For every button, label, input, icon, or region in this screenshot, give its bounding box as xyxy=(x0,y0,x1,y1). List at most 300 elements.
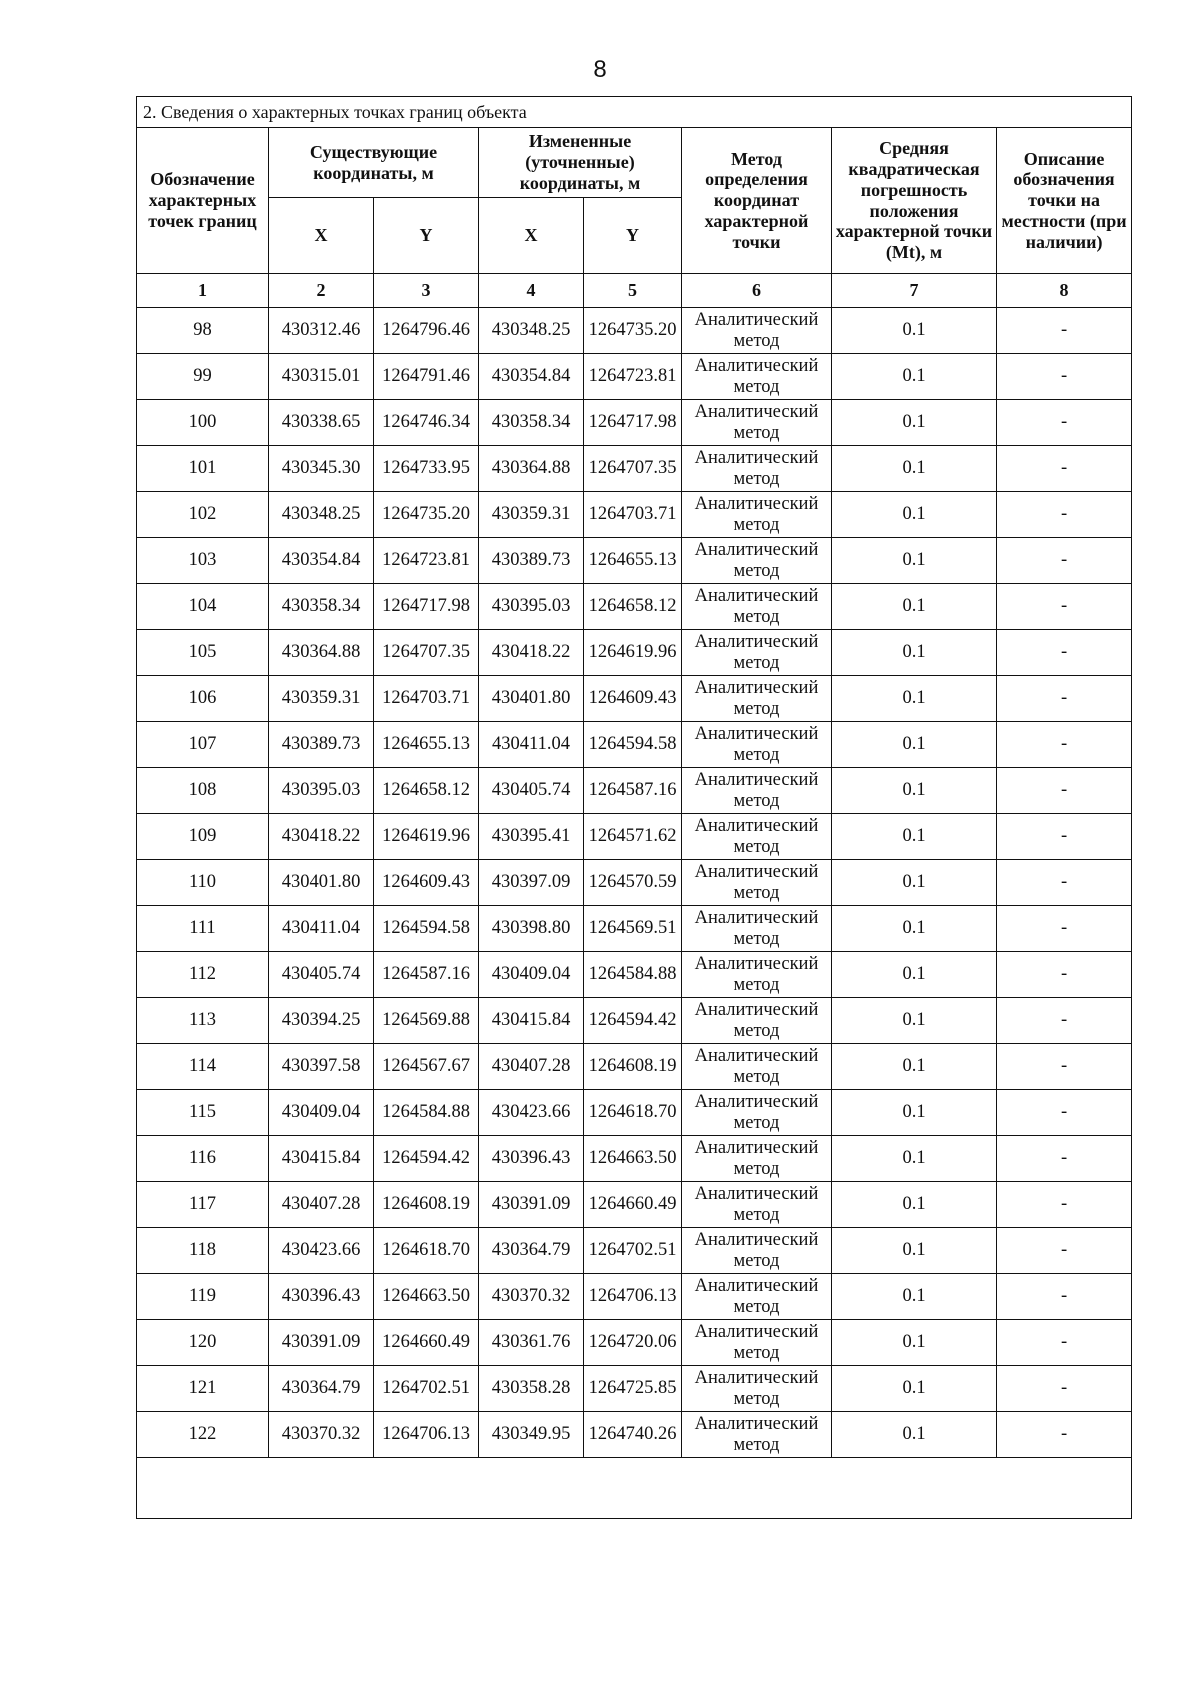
table-row xyxy=(137,1044,1132,1090)
cell-existing-y: 1264619.96 xyxy=(374,814,479,860)
cell-existing-x: 430315.01 xyxy=(269,354,374,400)
cell-existing-x: 430364.79 xyxy=(269,1366,374,1412)
cell-changed-x: 430358.34 xyxy=(479,400,584,446)
cell-description: - xyxy=(997,630,1132,676)
cell-changed-y: 1264609.43 xyxy=(584,676,682,722)
header-changed-coordinates: Измененные (уточненные) координаты, м xyxy=(479,128,682,198)
cell-changed-x: 430395.41 xyxy=(479,814,584,860)
method-line-2: метод xyxy=(733,376,780,397)
method-line-1: Аналитический xyxy=(694,494,819,515)
cell-changed-x: 430418.22 xyxy=(479,630,584,676)
cell-method xyxy=(682,676,832,722)
cell-point-id: 115 xyxy=(137,1090,269,1136)
cell-existing-x: 430415.84 xyxy=(269,1136,374,1182)
page-number: 8 xyxy=(593,56,607,83)
column-number: 8 xyxy=(997,274,1132,308)
method-line-1: Аналитический xyxy=(694,908,819,929)
method-line-1: Аналитический xyxy=(694,816,819,837)
cell-method xyxy=(682,308,832,354)
cell-method xyxy=(682,1412,832,1458)
cell-method xyxy=(682,906,832,952)
cell-changed-x: 430364.88 xyxy=(479,446,584,492)
header-description: Описание обозначения точки на местности (при наличии) xyxy=(997,128,1132,274)
cell-description: - xyxy=(997,446,1132,492)
cell-method xyxy=(682,630,832,676)
cell-changed-y: 1264569.51 xyxy=(584,906,682,952)
cell-changed-x: 430401.80 xyxy=(479,676,584,722)
method-line-2: метод xyxy=(733,1342,780,1363)
cell-description: - xyxy=(997,1320,1132,1366)
cell-point-id: 114 xyxy=(137,1044,269,1090)
method-line-1: Аналитический xyxy=(694,1184,819,1205)
cell-point-id: 106 xyxy=(137,676,269,722)
table-row xyxy=(137,1136,1132,1182)
cell-changed-x: 430391.09 xyxy=(479,1182,584,1228)
table-row xyxy=(137,1320,1132,1366)
cell-changed-x: 430348.25 xyxy=(479,308,584,354)
cell-existing-y: 1264791.46 xyxy=(374,354,479,400)
method-line-2: метод xyxy=(733,744,780,765)
method-line-2: метод xyxy=(733,606,780,627)
cell-mean-error: 0.1 xyxy=(832,400,997,446)
table-row xyxy=(137,308,1132,354)
table-row xyxy=(137,722,1132,768)
cell-changed-y: 1264663.50 xyxy=(584,1136,682,1182)
method-line-2: метод xyxy=(733,560,780,581)
column-number: 4 xyxy=(479,274,584,308)
table-row xyxy=(137,1090,1132,1136)
cell-method xyxy=(682,1182,832,1228)
method-line-1: Аналитический xyxy=(694,448,819,469)
cell-existing-y: 1264717.98 xyxy=(374,584,479,630)
cell-method xyxy=(682,1320,832,1366)
cell-existing-x: 430418.22 xyxy=(269,814,374,860)
table-row xyxy=(137,814,1132,860)
cell-changed-x: 430354.84 xyxy=(479,354,584,400)
cell-point-id: 100 xyxy=(137,400,269,446)
method-line-1: Аналитический xyxy=(694,1276,819,1297)
cell-point-id: 103 xyxy=(137,538,269,584)
method-line-1: Аналитический xyxy=(694,1368,819,1389)
cell-existing-x: 430405.74 xyxy=(269,952,374,998)
header-mean-error: Средняя квадратическая погрешность положения характерной точки (Mt), м xyxy=(832,128,997,274)
cell-changed-y: 1264740.26 xyxy=(584,1412,682,1458)
cell-existing-x: 430338.65 xyxy=(269,400,374,446)
method-line-2: метод xyxy=(733,1296,780,1317)
cell-description: - xyxy=(997,814,1132,860)
cell-point-id: 109 xyxy=(137,814,269,860)
cell-changed-y: 1264584.88 xyxy=(584,952,682,998)
cell-existing-y: 1264569.88 xyxy=(374,998,479,1044)
cell-changed-y: 1264619.96 xyxy=(584,630,682,676)
cell-mean-error: 0.1 xyxy=(832,676,997,722)
cell-description: - xyxy=(997,354,1132,400)
cell-point-id: 111 xyxy=(137,906,269,952)
cell-mean-error: 0.1 xyxy=(832,308,997,354)
cell-existing-y: 1264733.95 xyxy=(374,446,479,492)
method-line-2: метод xyxy=(733,974,780,995)
method-line-1: Аналитический xyxy=(694,310,819,331)
cell-changed-y: 1264735.20 xyxy=(584,308,682,354)
cell-changed-x: 430396.43 xyxy=(479,1136,584,1182)
cell-existing-y: 1264707.35 xyxy=(374,630,479,676)
cell-description: - xyxy=(997,1044,1132,1090)
method-line-1: Аналитический xyxy=(694,540,819,561)
method-line-2: метод xyxy=(733,698,780,719)
cell-mean-error: 0.1 xyxy=(832,1090,997,1136)
cell-mean-error: 0.1 xyxy=(832,860,997,906)
table-row xyxy=(137,400,1132,446)
method-line-2: метод xyxy=(733,330,780,351)
method-line-2: метод xyxy=(733,1434,780,1455)
cell-mean-error: 0.1 xyxy=(832,1274,997,1320)
cell-existing-y: 1264609.43 xyxy=(374,860,479,906)
method-line-1: Аналитический xyxy=(694,1092,819,1113)
cell-mean-error: 0.1 xyxy=(832,446,997,492)
cell-changed-x: 430405.74 xyxy=(479,768,584,814)
header-changed-x: X xyxy=(479,198,584,274)
cell-existing-x: 430395.03 xyxy=(269,768,374,814)
cell-mean-error: 0.1 xyxy=(832,584,997,630)
cell-changed-y: 1264658.12 xyxy=(584,584,682,630)
cell-existing-y: 1264702.51 xyxy=(374,1366,479,1412)
table-row xyxy=(137,354,1132,400)
column-number: 2 xyxy=(269,274,374,308)
table-body xyxy=(137,308,1132,1458)
cell-description: - xyxy=(997,1412,1132,1458)
cell-existing-x: 430394.25 xyxy=(269,998,374,1044)
table-row xyxy=(137,1366,1132,1412)
cell-point-id: 110 xyxy=(137,860,269,906)
method-line-2: метод xyxy=(733,1066,780,1087)
method-line-1: Аналитический xyxy=(694,862,819,883)
table-row xyxy=(137,906,1132,952)
cell-method xyxy=(682,1228,832,1274)
method-line-2: метод xyxy=(733,514,780,535)
cell-point-id: 112 xyxy=(137,952,269,998)
cell-changed-y: 1264720.06 xyxy=(584,1320,682,1366)
cell-existing-x: 430391.09 xyxy=(269,1320,374,1366)
header-method: Метод определения координат характерной точки xyxy=(682,128,832,274)
cell-existing-x: 430354.84 xyxy=(269,538,374,584)
table-row xyxy=(137,768,1132,814)
cell-existing-y: 1264796.46 xyxy=(374,308,479,354)
table-row xyxy=(137,1182,1132,1228)
cell-existing-x: 430396.43 xyxy=(269,1274,374,1320)
cell-method xyxy=(682,354,832,400)
cell-changed-y: 1264706.13 xyxy=(584,1274,682,1320)
table-row xyxy=(137,998,1132,1044)
header-existing-coordinates: Существующие координаты, м xyxy=(269,128,479,198)
cell-existing-x: 430409.04 xyxy=(269,1090,374,1136)
cell-description: - xyxy=(997,308,1132,354)
cell-method xyxy=(682,998,832,1044)
cell-existing-x: 430348.25 xyxy=(269,492,374,538)
column-number: 7 xyxy=(832,274,997,308)
cell-existing-x: 430370.32 xyxy=(269,1412,374,1458)
cell-changed-x: 430361.76 xyxy=(479,1320,584,1366)
cell-changed-y: 1264618.70 xyxy=(584,1090,682,1136)
cell-existing-x: 430358.34 xyxy=(269,584,374,630)
cell-changed-y: 1264707.35 xyxy=(584,446,682,492)
cell-method xyxy=(682,1366,832,1412)
cell-changed-y: 1264660.49 xyxy=(584,1182,682,1228)
header-point-designation: Обозначение характерных точек границ xyxy=(137,128,269,274)
cell-point-id: 122 xyxy=(137,1412,269,1458)
method-line-2: метод xyxy=(733,422,780,443)
cell-changed-y: 1264702.51 xyxy=(584,1228,682,1274)
boundary-points-table xyxy=(136,96,1132,1519)
cell-mean-error: 0.1 xyxy=(832,1412,997,1458)
cell-changed-x: 430415.84 xyxy=(479,998,584,1044)
table-row xyxy=(137,1412,1132,1458)
cell-mean-error: 0.1 xyxy=(832,1228,997,1274)
table-row xyxy=(137,538,1132,584)
cell-method xyxy=(682,1136,832,1182)
header-changed-y: Y xyxy=(584,198,682,274)
cell-description: - xyxy=(997,952,1132,998)
method-line-1: Аналитический xyxy=(694,770,819,791)
cell-method xyxy=(682,952,832,998)
cell-changed-x: 430359.31 xyxy=(479,492,584,538)
cell-description: - xyxy=(997,722,1132,768)
cell-method xyxy=(682,722,832,768)
cell-existing-x: 430423.66 xyxy=(269,1228,374,1274)
method-line-1: Аналитический xyxy=(694,1046,819,1067)
cell-point-id: 98 xyxy=(137,308,269,354)
cell-point-id: 101 xyxy=(137,446,269,492)
cell-mean-error: 0.1 xyxy=(832,1136,997,1182)
cell-changed-y: 1264571.62 xyxy=(584,814,682,860)
table-row xyxy=(137,952,1132,998)
cell-existing-y: 1264735.20 xyxy=(374,492,479,538)
cell-existing-y: 1264723.81 xyxy=(374,538,479,584)
cell-point-id: 105 xyxy=(137,630,269,676)
cell-existing-y: 1264746.34 xyxy=(374,400,479,446)
cell-method xyxy=(682,768,832,814)
cell-changed-y: 1264570.59 xyxy=(584,860,682,906)
cell-mean-error: 0.1 xyxy=(832,1320,997,1366)
cell-mean-error: 0.1 xyxy=(832,722,997,768)
cell-existing-x: 430397.58 xyxy=(269,1044,374,1090)
cell-changed-y: 1264703.71 xyxy=(584,492,682,538)
method-line-2: метод xyxy=(733,1112,780,1133)
cell-mean-error: 0.1 xyxy=(832,952,997,998)
cell-point-id: 118 xyxy=(137,1228,269,1274)
method-line-2: метод xyxy=(733,1204,780,1225)
method-line-2: метод xyxy=(733,882,780,903)
cell-changed-x: 430389.73 xyxy=(479,538,584,584)
method-line-1: Аналитический xyxy=(694,402,819,423)
cell-changed-y: 1264725.85 xyxy=(584,1366,682,1412)
cell-existing-y: 1264567.67 xyxy=(374,1044,479,1090)
cell-changed-y: 1264717.98 xyxy=(584,400,682,446)
column-number-row xyxy=(137,274,1132,308)
cell-existing-x: 430407.28 xyxy=(269,1182,374,1228)
cell-method xyxy=(682,1274,832,1320)
cell-description: - xyxy=(997,1228,1132,1274)
cell-mean-error: 0.1 xyxy=(832,492,997,538)
cell-existing-x: 430411.04 xyxy=(269,906,374,952)
method-line-2: метод xyxy=(733,1250,780,1271)
cell-point-id: 99 xyxy=(137,354,269,400)
table-row xyxy=(137,1228,1132,1274)
table-row xyxy=(137,860,1132,906)
cell-mean-error: 0.1 xyxy=(832,906,997,952)
method-line-1: Аналитический xyxy=(694,632,819,653)
cell-description: - xyxy=(997,1182,1132,1228)
method-line-1: Аналитический xyxy=(694,678,819,699)
cell-changed-x: 430423.66 xyxy=(479,1090,584,1136)
cell-mean-error: 0.1 xyxy=(832,1182,997,1228)
cell-changed-y: 1264655.13 xyxy=(584,538,682,584)
cell-mean-error: 0.1 xyxy=(832,538,997,584)
cell-changed-y: 1264594.42 xyxy=(584,998,682,1044)
column-number: 3 xyxy=(374,274,479,308)
cell-method xyxy=(682,538,832,584)
cell-changed-y: 1264723.81 xyxy=(584,354,682,400)
cell-existing-y: 1264618.70 xyxy=(374,1228,479,1274)
method-line-2: метод xyxy=(733,1020,780,1041)
cell-description: - xyxy=(997,584,1132,630)
cell-point-id: 113 xyxy=(137,998,269,1044)
cell-description: - xyxy=(997,1366,1132,1412)
cell-changed-x: 430407.28 xyxy=(479,1044,584,1090)
header-existing-x: X xyxy=(269,198,374,274)
cell-existing-y: 1264663.50 xyxy=(374,1274,479,1320)
cell-description: - xyxy=(997,1090,1132,1136)
cell-existing-y: 1264584.88 xyxy=(374,1090,479,1136)
method-line-2: метод xyxy=(733,836,780,857)
cell-existing-y: 1264594.42 xyxy=(374,1136,479,1182)
cell-changed-x: 430411.04 xyxy=(479,722,584,768)
cell-point-id: 116 xyxy=(137,1136,269,1182)
method-line-2: метод xyxy=(733,1158,780,1179)
cell-existing-y: 1264655.13 xyxy=(374,722,479,768)
cell-changed-y: 1264594.58 xyxy=(584,722,682,768)
table-row xyxy=(137,584,1132,630)
cell-point-id: 119 xyxy=(137,1274,269,1320)
table-row xyxy=(137,446,1132,492)
cell-point-id: 107 xyxy=(137,722,269,768)
cell-description: - xyxy=(997,676,1132,722)
cell-description: - xyxy=(997,906,1132,952)
cell-method xyxy=(682,1090,832,1136)
table-row xyxy=(137,630,1132,676)
section-title: 2. Сведения о характерных точках границ объекта xyxy=(137,97,1132,128)
cell-mean-error: 0.1 xyxy=(832,1044,997,1090)
header-existing-y: Y xyxy=(374,198,479,274)
cell-changed-x: 430398.80 xyxy=(479,906,584,952)
cell-method xyxy=(682,584,832,630)
cell-point-id: 104 xyxy=(137,584,269,630)
method-line-2: метод xyxy=(733,468,780,489)
cell-existing-x: 430312.46 xyxy=(269,308,374,354)
cell-existing-y: 1264658.12 xyxy=(374,768,479,814)
cell-method xyxy=(682,814,832,860)
cell-mean-error: 0.1 xyxy=(832,768,997,814)
cell-description: - xyxy=(997,538,1132,584)
cell-method xyxy=(682,492,832,538)
column-number: 5 xyxy=(584,274,682,308)
cell-description: - xyxy=(997,492,1132,538)
table-row xyxy=(137,492,1132,538)
cell-existing-y: 1264706.13 xyxy=(374,1412,479,1458)
method-line-1: Аналитический xyxy=(694,954,819,975)
cell-existing-x: 430389.73 xyxy=(269,722,374,768)
cell-existing-x: 430345.30 xyxy=(269,446,374,492)
method-line-2: метод xyxy=(733,1388,780,1409)
cell-existing-y: 1264587.16 xyxy=(374,952,479,998)
cell-description: - xyxy=(997,998,1132,1044)
blank-footer-row xyxy=(137,1458,1132,1519)
cell-changed-x: 430395.03 xyxy=(479,584,584,630)
blank-footer-cell xyxy=(137,1458,1132,1519)
cell-method xyxy=(682,400,832,446)
cell-existing-y: 1264703.71 xyxy=(374,676,479,722)
method-line-1: Аналитический xyxy=(694,1414,819,1435)
cell-method xyxy=(682,446,832,492)
cell-changed-x: 430409.04 xyxy=(479,952,584,998)
cell-changed-x: 430397.09 xyxy=(479,860,584,906)
cell-description: - xyxy=(997,1136,1132,1182)
method-line-1: Аналитический xyxy=(694,1138,819,1159)
cell-point-id: 120 xyxy=(137,1320,269,1366)
cell-mean-error: 0.1 xyxy=(832,998,997,1044)
cell-changed-x: 430358.28 xyxy=(479,1366,584,1412)
cell-mean-error: 0.1 xyxy=(832,630,997,676)
method-line-2: метод xyxy=(733,790,780,811)
cell-changed-x: 430349.95 xyxy=(479,1412,584,1458)
method-line-2: метод xyxy=(733,652,780,673)
cell-mean-error: 0.1 xyxy=(832,1366,997,1412)
cell-existing-y: 1264608.19 xyxy=(374,1182,479,1228)
cell-existing-y: 1264660.49 xyxy=(374,1320,479,1366)
method-line-1: Аналитический xyxy=(694,1000,819,1021)
cell-point-id: 108 xyxy=(137,768,269,814)
cell-existing-x: 430364.88 xyxy=(269,630,374,676)
cell-changed-x: 430364.79 xyxy=(479,1228,584,1274)
table-row xyxy=(137,676,1132,722)
cell-method xyxy=(682,860,832,906)
cell-point-id: 117 xyxy=(137,1182,269,1228)
method-line-1: Аналитический xyxy=(694,356,819,377)
cell-mean-error: 0.1 xyxy=(832,354,997,400)
cell-mean-error: 0.1 xyxy=(832,814,997,860)
method-line-1: Аналитический xyxy=(694,586,819,607)
cell-description: - xyxy=(997,1274,1132,1320)
method-line-1: Аналитический xyxy=(694,1230,819,1251)
cell-changed-y: 1264608.19 xyxy=(584,1044,682,1090)
cell-changed-x: 430370.32 xyxy=(479,1274,584,1320)
table-row xyxy=(137,1274,1132,1320)
cell-existing-y: 1264594.58 xyxy=(374,906,479,952)
cell-description: - xyxy=(997,400,1132,446)
cell-method xyxy=(682,1044,832,1090)
cell-description: - xyxy=(997,768,1132,814)
cell-changed-y: 1264587.16 xyxy=(584,768,682,814)
method-line-2: метод xyxy=(733,928,780,949)
column-number: 6 xyxy=(682,274,832,308)
method-line-1: Аналитический xyxy=(694,724,819,745)
cell-description: - xyxy=(997,860,1132,906)
cell-existing-x: 430401.80 xyxy=(269,860,374,906)
cell-point-id: 121 xyxy=(137,1366,269,1412)
method-line-1: Аналитический xyxy=(694,1322,819,1343)
column-number: 1 xyxy=(137,274,269,308)
cell-existing-x: 430359.31 xyxy=(269,676,374,722)
cell-point-id: 102 xyxy=(137,492,269,538)
